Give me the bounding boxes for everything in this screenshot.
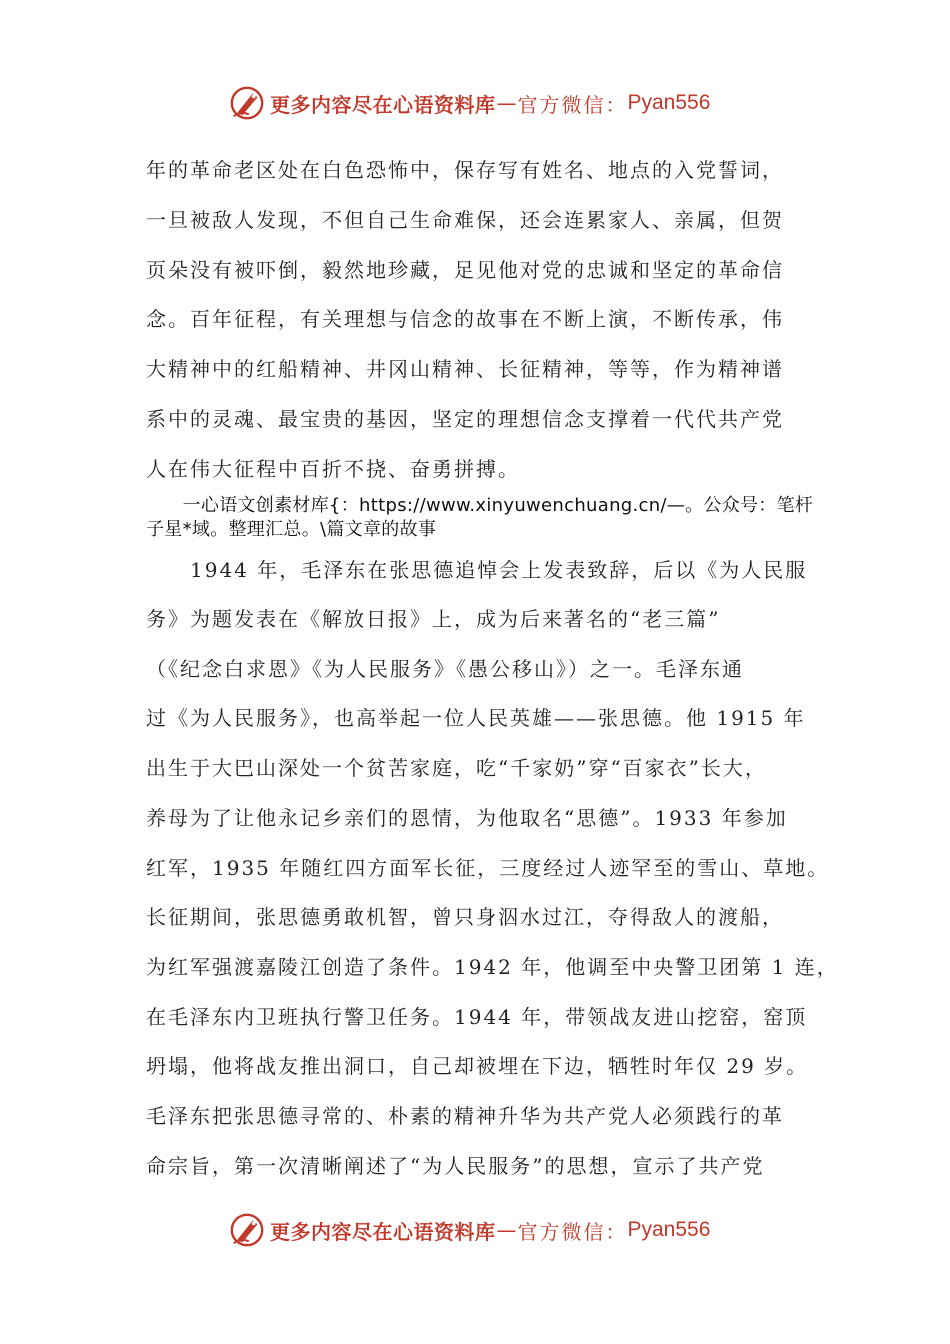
text-line: 养母为了让他永记乡亲们的恩情，为他取名“思德”。1933 年参加: [146, 806, 788, 830]
pen-nib-logo-icon: [228, 84, 266, 122]
banner-wechat-id: Pyan556: [627, 1218, 711, 1241]
source-note-line: 一心语文创素材库{：https://www.xinyuwenchuang.cn/—。公众号：笔杆: [146, 495, 814, 516]
text-line: 为红军强渡嘉陵江创造了条件。1942 年，他调至中央警卫团第 1 连，: [146, 955, 839, 979]
banner-dash: —: [496, 1218, 517, 1242]
header-banner: [228, 83, 710, 123]
text-line: 坍塌，他将战友推出洞口，自己却被埋在下边，牺牲时年仅 29 岁。: [146, 1054, 809, 1078]
source-note-line: 子星*域。整理汇总。\篇文章的故事: [146, 519, 437, 540]
text-line: 念。百年征程，有关理想与信念的故事在不断上演，不断传承，伟: [146, 307, 784, 331]
text-line: 大精神中的红船精神、井冈山精神、长征精神，等等，作为精神谱: [146, 357, 784, 381]
text-line: 系中的灵魂、最宝贵的基因，坚定的理想信念支撑着一代代共产党: [146, 407, 784, 431]
footer-banner: [228, 1210, 710, 1250]
text-line: 务》为题发表在《解放日报》上，成为后来著名的“老三篇”: [146, 607, 721, 631]
text-line: 人在伟大征程中百折不挠、奋勇拼搏。: [146, 457, 520, 481]
text-line: 年的革命老区处在白色恐怖中，保存写有姓名、地点的入党誓词，: [146, 158, 784, 182]
text-line: 命宗旨，第一次清晰阐述了“为人民服务”的思想，宣示了共产党: [146, 1154, 765, 1178]
banner-wechat-label: 官方微信：: [517, 92, 628, 117]
text-line: 毛泽东把张思德寻常的、朴素的精神升华为共产党人必须践行的革: [146, 1104, 784, 1128]
text-line: 过《为人民服务》，也高举起一位人民英雄——张思德。他 1915 年: [146, 706, 806, 730]
banner-title: 更多内容尽在心语资料库: [270, 1219, 496, 1244]
pen-nib-logo-icon: [228, 1211, 266, 1249]
text-line: 长征期间，张思德勇敢机智，曾只身泅水过江，夺得敌人的渡船，: [146, 905, 784, 929]
text-line: 在毛泽东内卫班执行警卫任务。1944 年，带领战友进山挖窑，窑顶: [146, 1005, 808, 1029]
banner-title: 更多内容尽在心语资料库: [270, 92, 496, 117]
text-line: 红军，1935 年随红四方面军长征，三度经过人迹罕至的雪山、草地。: [146, 856, 830, 880]
text-line: 出生于大巴山深处一个贫苦家庭，吃“千家奶”穿“百家衣”长大，: [146, 756, 767, 780]
banner-dash: —: [496, 91, 517, 115]
text-line: 一旦被敌人发现，不但自己生命难保，还会连累家人、亲属，但贺: [146, 208, 784, 232]
text-line: 1944 年，毛泽东在张思德追悼会上发表致辞，后以《为人民服: [146, 558, 808, 582]
banner-wechat-id: Pyan556: [627, 91, 711, 114]
text-line: 页朵没有被吓倒，毅然地珍藏，足见他对党的忠诚和坚定的革命信: [146, 258, 784, 282]
banner-wechat-label: 官方微信：: [517, 1219, 628, 1244]
text-line: （《纪念白求恩》《为人民服务》《愚公移山》）之一。毛泽东通: [146, 657, 744, 681]
